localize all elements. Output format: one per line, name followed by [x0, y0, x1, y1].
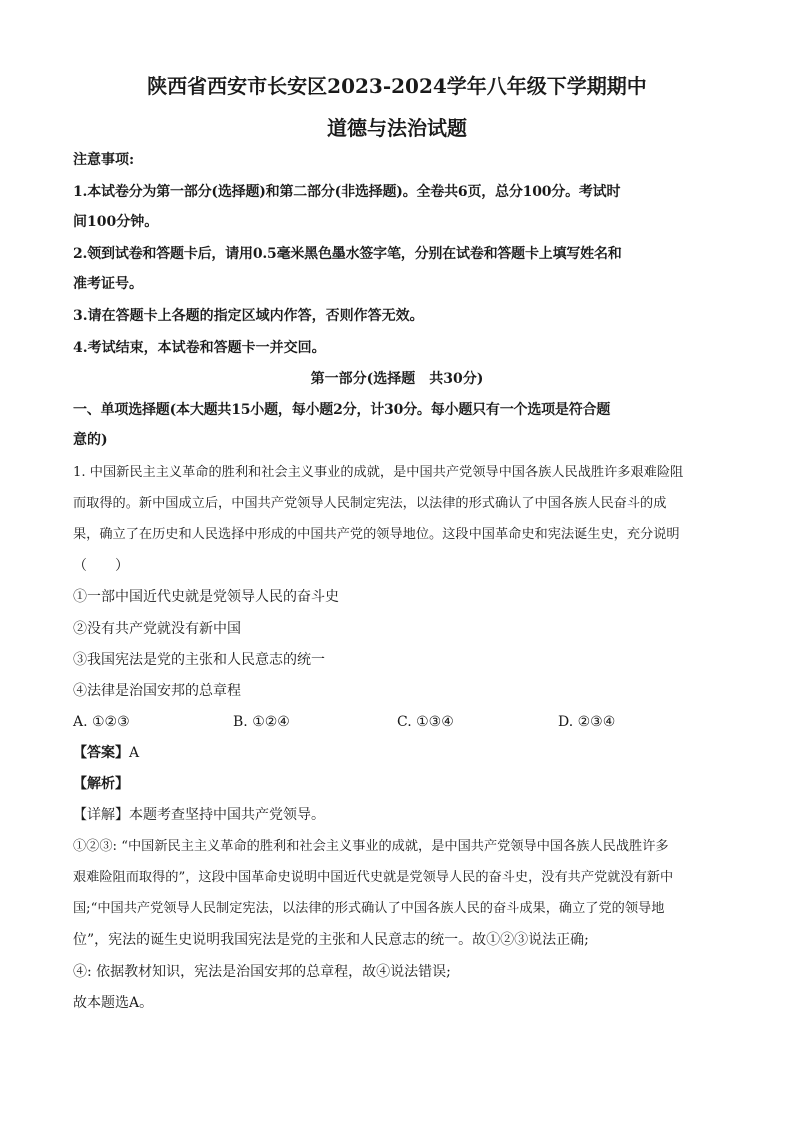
- question-stem-line2: 而取得的。新中国成立后，中国共产党领导人民制定宪法，以法律的形式确认了中国各族人民奋斗的成: [73, 496, 667, 511]
- section-instruction-cont: 意的): [73, 432, 108, 448]
- statement-1: ①一部中国近代史就是党领导人民的奋斗史: [73, 589, 339, 605]
- notice-heading: 注意事项:: [73, 152, 135, 168]
- notice-item-3: 3.请在答题卡上各题的指定区域内作答，否则作答无效。: [73, 308, 424, 324]
- detail-line: 【详解】本题考查坚持中国共产党领导。: [73, 807, 325, 823]
- option-d: D. ②③④: [558, 714, 616, 730]
- notice-item-1: 1.本试卷分为第一部分(选择题)和第二部分(非选择题)。全卷共6页，总分100分。考试时: [73, 184, 621, 200]
- answer-blank: （ ）: [73, 558, 129, 574]
- answer-line: [73, 743, 724, 763]
- section-instruction: 一、单项选择题(本大题共15小题，每小题2分，计30分。每小题只有一个选项是符合题: [73, 402, 611, 418]
- explanation-line1: ①②③: “中国新民主主义革命的胜利和社会主义事业的成就，是中国共产党领导中国各族人民战胜许多: [73, 839, 669, 854]
- statement-2: ②没有共产党就没有新中国: [73, 621, 241, 637]
- statement-3: ③我国宪法是党的主张和人民意志的统一: [73, 652, 325, 668]
- part-one-heading: 第一部分(选择题 共30分): [310, 371, 484, 387]
- option-c: C. ①③④: [397, 714, 454, 730]
- explanation-line4: 位”，宪法的诞生史说明我国宪法是党的主张和人民意志的统一。故①②③说法正确;: [73, 932, 589, 948]
- analysis-label: 【解析】: [73, 776, 129, 792]
- notice-item-4: 4.考试结束，本试卷和答题卡一并交回。: [73, 340, 326, 356]
- option-b: B. ①②④: [233, 714, 290, 730]
- notice-item-2: 2.领到试卷和答题卡后，请用0.5毫米黑色墨水签字笔，分别在试卷和答题卡上填写姓名和: [73, 246, 622, 262]
- notice-item-2-cont: 准考证号。: [73, 276, 143, 292]
- option-a: A. ①②③: [73, 714, 130, 730]
- question-stem-line1: 1. 中国新民主主义革命的胜利和社会主义事业的成就，是中国共产党领导中国各族人民战胜许多艰难险阻: [73, 465, 684, 480]
- answer-value: A: [129, 745, 140, 761]
- explanation-line2: 艰难险阻而取得的”，这段中国革命史说明中国近代史就是党领导人民的奋斗史，没有共产党就没有新中: [73, 870, 674, 885]
- question-stem-line3: 果，确立了在历史和人民选择中形成的中国共产党的领导地位。这段中国革命史和宪法诞生史，充分说明: [73, 527, 680, 542]
- exam-title-line1: 陕西省西安市长安区2023-2024学年八年级下学期期中: [147, 74, 647, 98]
- explanation-line3: 国;“中国共产党领导人民制定宪法，以法律的形式确认了中国各族人民的奋斗成果，确立了党的领导地: [73, 901, 665, 916]
- explanation-line5: ④: 依据教材知识，宪法是治国安邦的总章程，故④说法错误;: [73, 964, 451, 980]
- exam-title-line2: 道德与法治试题: [327, 116, 467, 140]
- statement-4: ④法律是治国安邦的总章程: [73, 683, 241, 699]
- notice-item-1-cont: 间100分钟。: [73, 214, 159, 230]
- answer-label: 【答案】: [73, 745, 129, 761]
- conclusion-line: 故本题选A。: [73, 995, 154, 1011]
